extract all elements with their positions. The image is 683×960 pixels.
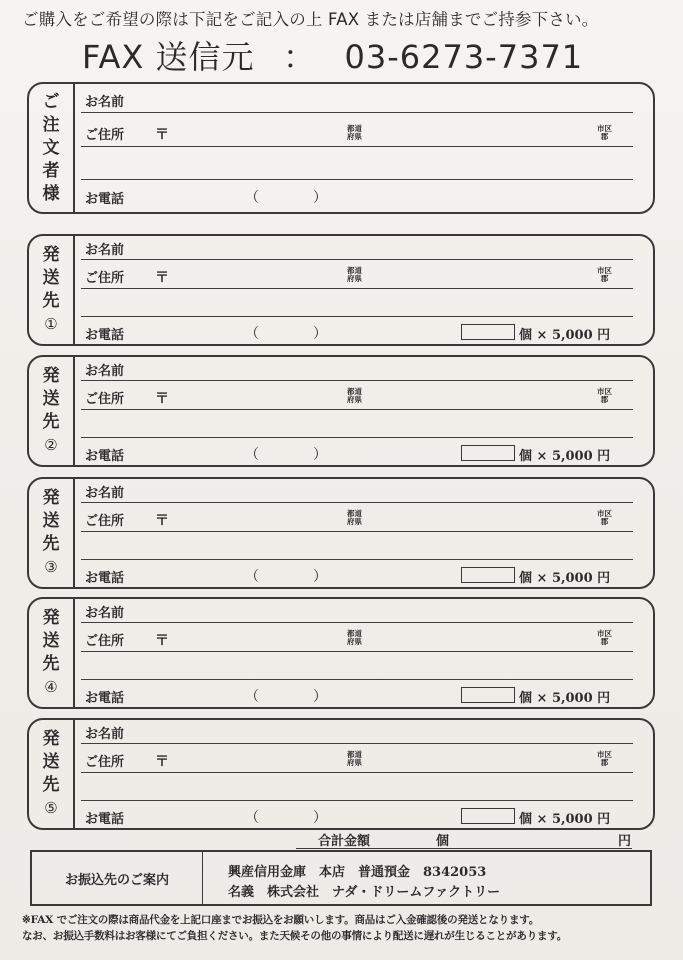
side-char: ご xyxy=(42,91,60,112)
side-char: 発 xyxy=(42,729,60,749)
prefecture-label: 都道 府県 xyxy=(347,750,362,767)
side-char: 送 xyxy=(42,631,60,651)
address-label: ご住所 xyxy=(85,755,125,770)
side-char: 文 xyxy=(42,137,60,158)
shipping-number: ④ xyxy=(44,678,58,696)
name-field[interactable] xyxy=(81,380,633,381)
bank-label: お振込先のご案内 xyxy=(32,852,203,904)
prefecture-label: 都道 府県 xyxy=(347,124,362,141)
paren-open: （ xyxy=(245,689,259,705)
footnote-line-1: ※FAX でご注文の際は商品代金を上記口座までお振込をお願いします。商品はご入金確認後の発送となります。 xyxy=(22,914,540,926)
city-label: 市区 郡 xyxy=(597,124,612,141)
fax-separator: ： xyxy=(282,38,316,76)
address-label: ご住所 xyxy=(85,392,125,407)
name-label: お名前 xyxy=(85,606,125,621)
unit-price-label: 個 × 5,000 円 xyxy=(519,449,611,464)
unit-price-label: 個 × 5,000 円 xyxy=(519,571,611,586)
fax-sender-line xyxy=(82,32,642,78)
total-amount-row xyxy=(296,830,632,849)
shipping-side-label xyxy=(29,720,75,828)
postal-mark: 〒 xyxy=(155,633,169,649)
shipping-number: ① xyxy=(44,315,58,333)
name-label: お名前 xyxy=(85,364,125,379)
name-field[interactable] xyxy=(81,743,633,744)
city-label: 市区 郡 xyxy=(597,266,612,283)
shipping-section xyxy=(27,234,655,346)
shipping-number: ② xyxy=(44,436,58,454)
shipping-section xyxy=(27,718,655,830)
bank-account-line: 興産信用金庫 本店 普通預金 8342053 xyxy=(228,865,487,880)
side-char: 送 xyxy=(42,268,60,288)
unit-price-label: 個 × 5,000 円 xyxy=(519,812,611,827)
shipping-section xyxy=(27,597,655,709)
side-char: 先 xyxy=(42,775,60,795)
side-char: 発 xyxy=(42,488,60,508)
paren-close: ） xyxy=(313,447,327,463)
fax-label: FAX 送信元 xyxy=(82,38,255,76)
total-yen-unit: 円 xyxy=(618,834,632,849)
side-char: 様 xyxy=(42,183,60,204)
prefecture-label: 都道 府県 xyxy=(347,629,362,646)
paren-open: （ xyxy=(245,190,259,206)
address-field-1[interactable] xyxy=(81,772,633,773)
side-char: 送 xyxy=(42,511,60,531)
side-char: 注 xyxy=(42,114,60,135)
phone-label: お電話 xyxy=(85,691,125,706)
postal-mark: 〒 xyxy=(155,270,169,286)
address-field-1[interactable] xyxy=(81,531,633,532)
postal-mark: 〒 xyxy=(155,513,169,529)
fax-number: 03-6273-7371 xyxy=(344,38,584,76)
address-field-1[interactable] xyxy=(81,146,633,147)
phone-label: お電話 xyxy=(85,328,125,343)
address-label: ご住所 xyxy=(85,634,125,649)
shipping-side-label xyxy=(29,599,75,707)
footnote-line-2: なお、お振込手数料はお客様にてご負担ください。また天候その他の事情により配送に遅れが生じることがあります。 xyxy=(22,930,568,942)
side-char: 送 xyxy=(42,389,60,409)
paren-close: ） xyxy=(313,569,327,585)
name-label: お名前 xyxy=(85,243,125,258)
paren-open: （ xyxy=(245,810,259,826)
name-label: お名前 xyxy=(85,95,125,110)
address-field-1[interactable] xyxy=(81,288,633,289)
quantity-input[interactable] xyxy=(461,687,515,703)
shipping-section xyxy=(27,477,655,589)
orderer-section xyxy=(27,82,655,214)
name-label: お名前 xyxy=(85,486,125,501)
paren-close: ） xyxy=(313,326,327,342)
shipping-number: ⑤ xyxy=(44,799,58,817)
paren-open: （ xyxy=(245,447,259,463)
instruction-text: ご購入をご希望の際は下記をご記入の上 FAX または店舗までご持参下さい。 xyxy=(22,10,599,29)
name-label: お名前 xyxy=(85,727,125,742)
phone-label: お電話 xyxy=(85,812,125,827)
address-field-2[interactable] xyxy=(81,800,633,801)
side-char: 先 xyxy=(42,412,60,432)
prefecture-label: 都道 府県 xyxy=(347,266,362,283)
address-field-1[interactable] xyxy=(81,651,633,652)
side-char: 先 xyxy=(42,654,60,674)
side-char: 先 xyxy=(42,291,60,311)
shipping-side-label xyxy=(29,479,75,587)
name-field[interactable] xyxy=(81,112,633,113)
phone-label: お電話 xyxy=(85,449,125,464)
side-char: 発 xyxy=(42,245,60,265)
shipping-section xyxy=(27,355,655,467)
paren-close: ） xyxy=(313,689,327,705)
address-label: ご住所 xyxy=(85,271,125,286)
phone-label: お電話 xyxy=(85,571,125,586)
side-char: 者 xyxy=(42,160,60,181)
city-label: 市区 郡 xyxy=(597,750,612,767)
quantity-input[interactable] xyxy=(461,445,515,461)
city-label: 市区 郡 xyxy=(597,629,612,646)
side-char: 発 xyxy=(42,608,60,628)
quantity-input[interactable] xyxy=(461,324,515,340)
prefecture-label: 都道 府県 xyxy=(347,387,362,404)
address-label: ご住所 xyxy=(85,128,125,143)
address-field-2[interactable] xyxy=(81,679,633,680)
name-field[interactable] xyxy=(81,502,633,503)
side-char: 先 xyxy=(42,534,60,554)
total-count-unit: 個 xyxy=(436,834,450,849)
postal-mark: 〒 xyxy=(155,754,169,770)
address-field-2[interactable] xyxy=(81,179,633,180)
address-field-1[interactable] xyxy=(81,409,633,410)
side-char: 送 xyxy=(42,752,60,772)
unit-price-label: 個 × 5,000 円 xyxy=(519,691,611,706)
paren-open: （ xyxy=(245,326,259,342)
bank-transfer-box xyxy=(30,850,652,906)
paren-close: ） xyxy=(313,190,327,206)
phone-label: お電話 xyxy=(85,192,125,207)
side-char: 発 xyxy=(42,366,60,386)
quantity-input[interactable] xyxy=(461,567,515,583)
paren-open: （ xyxy=(245,569,259,585)
prefecture-label: 都道 府県 xyxy=(347,509,362,526)
address-label: ご住所 xyxy=(85,514,125,529)
address-field-2[interactable] xyxy=(81,316,633,317)
shipping-side-label xyxy=(29,357,75,465)
name-field[interactable] xyxy=(81,622,633,623)
city-label: 市区 郡 xyxy=(597,509,612,526)
total-label: 合計金額 xyxy=(318,834,371,849)
quantity-input[interactable] xyxy=(461,808,515,824)
orderer-side-label xyxy=(29,84,75,212)
name-field[interactable] xyxy=(81,259,633,260)
address-field-2[interactable] xyxy=(81,437,633,438)
postal-mark: 〒 xyxy=(155,127,169,143)
unit-price-label: 個 × 5,000 円 xyxy=(519,328,611,343)
shipping-number: ③ xyxy=(44,558,58,576)
postal-mark: 〒 xyxy=(155,391,169,407)
city-label: 市区 郡 xyxy=(597,387,612,404)
shipping-side-label xyxy=(29,236,75,344)
address-field-2[interactable] xyxy=(81,559,633,560)
bank-holder-line: 名義 株式会社 ナダ・ドリームファクトリー xyxy=(228,885,501,900)
paren-close: ） xyxy=(313,810,327,826)
